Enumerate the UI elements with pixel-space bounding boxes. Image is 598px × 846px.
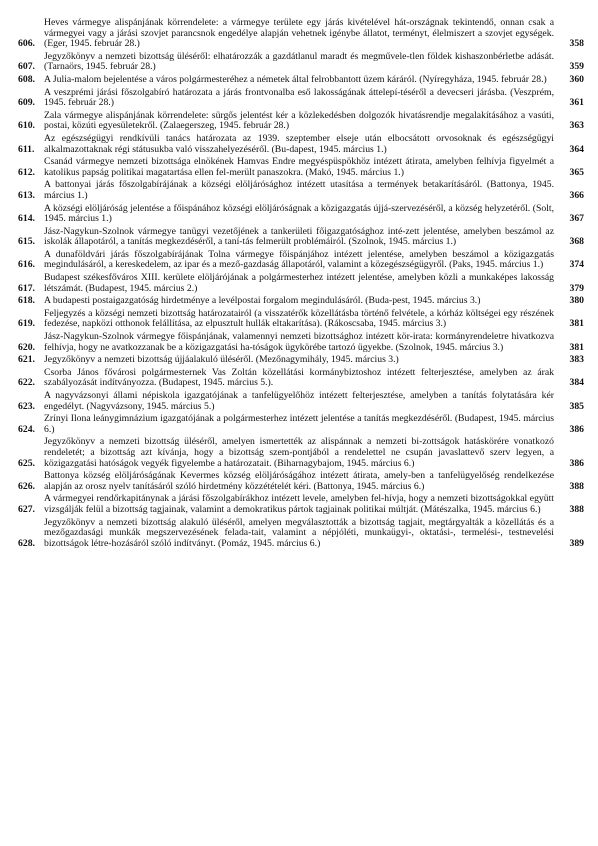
entry-page-number: 374 (569, 259, 584, 271)
entry-number: 627. (18, 503, 35, 515)
entry-page-number: 368 (569, 236, 584, 248)
toc-entry (18, 391, 584, 412)
entry-page-number: 358 (569, 38, 584, 50)
entry-number: 623. (18, 400, 35, 412)
toc-entry (18, 111, 584, 132)
entry-number: 624. (18, 423, 35, 435)
entry-text: Zrínyi Ilona leánygimnázium igazgatójának a polgármesterhez intézett jelentése a tanítás megkezdéséről. (Budapest, 1945. március 6.) (44, 413, 554, 435)
entry-page-number: 380 (569, 295, 584, 307)
entry-number: 616. (18, 259, 35, 271)
entry-text: Feljegyzés a községi nemzeti bizottság határozatairól (a visszatérők közellátásba történő felvétele, a kórház költségei egy részének fedezése, napközi otthonok felállítása, az elpusztult hullák eltakarítása). (Rákoscsaba, 1945. március 3.) (44, 307, 554, 330)
entry-text: A nagyvázsonyi állami népiskola igazgatójának a tanfelügyelőhöz intézett felterjesztése, amelyben a tanítás folytatására kér engedélyt. (Nagyvázsony, 1945. március 5.) (44, 390, 554, 412)
entry-text: A veszprémi járási főszolgabíró határozata a járás frontvonalba eső lakosságának áttelepí-téséről a devecseri járásba. (Veszprém, 1945. február 28.) (44, 86, 554, 109)
toc-entry (18, 227, 584, 248)
entry-text: A budapesti postaigazgatóság hirdetménye a levélpostai forgalom megindulásáról. (Buda-pest, 1945. március 3.) (44, 295, 481, 307)
entry-page-number: 381 (569, 341, 584, 353)
entry-number: 607. (18, 61, 35, 73)
entry-text: A battonyai járás főszolgabírájának a községi elöljárósághoz intézett utasítása a termények betakarításáról. (Battonya, 1945. március 1.) (44, 179, 554, 201)
entry-text: A községi elöljáróság jelentése a főispánához községi elöljáróságnak a közigazgatás újjá-szervezéséről, a község helyzetéről. (Solt, 1945. március 1.) (44, 202, 554, 225)
toc-entry (18, 157, 584, 178)
entry-page-number: 364 (569, 143, 584, 155)
entry-page-number: 389 (569, 537, 584, 549)
entry-page-number: 366 (569, 189, 584, 201)
entry-text: Jász-Nagykun-Szolnok vármegye tanügyi vezetőjének a tankerületi főigazgatósághoz inté-zett jelentése, amelyben beszámol az iskolák állapotáról, a tanítás megkezdéséről, a taní-tás felmerült problémáiról. (Szolnok, 1945. március 1.) (44, 225, 554, 248)
entry-number: 614. (18, 213, 35, 225)
entry-number: 608. (18, 73, 35, 85)
entry-number: 628. (18, 537, 35, 549)
entry-text: A dunaföldvári járás főszolgabírájának Tolna vármegye főispánjához intézett jelentése, amelyben beszámol a közigazgatás megindulásáról, a kereskedelem, az ipar és a mező-gazdaság állapotáról, valamint a közegészségügyről. (Paks, 1945. március 1.) (44, 248, 554, 271)
entry-text: Budapest székesfőváros XIII. kerülete elöljárójának a polgármesterhez intézett jelentése, amelyben közli a munkaképes lakosság létszámát. (Budapest, 1945. március 2.) (44, 272, 554, 294)
entry-page-number: 386 (569, 457, 584, 469)
entry-number: 618. (18, 295, 35, 307)
entry-page-number: 386 (569, 423, 584, 435)
toc-entry (18, 88, 584, 109)
entry-number: 612. (18, 166, 35, 178)
entry-number: 619. (18, 318, 35, 330)
toc-entry (18, 414, 584, 435)
entry-page-number: 361 (569, 97, 584, 109)
toc-entry (18, 296, 584, 307)
toc-entry (18, 368, 584, 389)
entry-text: Jegyzőkönyv a nemzeti bizottság alakuló üléséről, amelyen megválasztották a bizottság tagjait, megtárgyalták a közellátás és a mezőgazdasági munkák megszervezésének felada-tait, valamint a népjóléti, munkaügyi-, oktatási-, termelési-, testnevelési bizottságok létre-hozásáról szóló indítványt. (Pomáz, 1945. március 6.) (44, 516, 554, 549)
entry-page-number: 388 (569, 480, 584, 492)
entry-text: A vármegyei rendőrkapitánynak a járási főszolgabírákhoz intézett levele, amelyben fel-hívja, hogy a nemzeti bizottságokkal együtt vizsgálják felül a bizottság tagjainak, valamint a demokratikus pártok tagjainak politikai múltját. (Mátészalka, 1945. március 6.) (44, 493, 554, 515)
entry-number: 606. (18, 38, 35, 50)
toc-entry (18, 180, 584, 201)
entry-number: 626. (18, 480, 35, 492)
entry-page-number: 388 (569, 503, 584, 515)
entry-page-number: 360 (569, 73, 584, 85)
toc-entry (18, 273, 584, 294)
entry-number: 622. (18, 377, 35, 389)
entry-page-number: 383 (569, 354, 584, 366)
toc-entry (18, 332, 584, 353)
toc-entry (18, 134, 584, 155)
toc-entry (18, 18, 584, 50)
entry-number: 625. (18, 457, 35, 469)
entry-page-number: 379 (569, 282, 584, 294)
entry-number: 611. (18, 143, 35, 155)
entry-text: Jász-Nagykun-Szolnok vármegye főispánjának, valamennyi nemzeti bizottsághoz intézett kör-irata: kormányrendeletre hivatkozva felhívja, hogy ne avatkozzanak be a közigazgatási ha-tóságok ügykörébe tartozó ügyekbe. (Szolnok, 1945. március 3.) (44, 331, 554, 353)
entry-page-number: 365 (569, 166, 584, 178)
entry-text: Csorba János fővárosi polgármesternek Vas Zoltán közellátási kormánybiztoshoz intézett felterjesztése, amelyben az árak szabályozását indítványozza. (Budapest, 1945. március 5.). (44, 366, 554, 389)
entry-text: Az egészségügyi rendkívüli tanács határozata az 1939. szeptember elseje után elbocsátott orvosoknak és egészségügyi alkalmazottaknak régi státusukba való visszahelyezéséről. (Bu-dapest, 1945. március 1.) (44, 132, 554, 155)
entry-number: 610. (18, 120, 35, 132)
entry-text: Jegyzőkönyv a nemzeti bizottság üléséről, amelyen ismertették az alispánnak a nemzeti bi-zottságok hatáskörére vonatkozó rendeletét; a bizottság azt kívánja, hogy a bizottság szem-pontjából a rendelettel ne csupán javaslattevő szerv legyen, a közigazgatási hatóságok vegyék figyelembe a határozatait. (Biharnagybajom, 1945. március 6.) (44, 436, 554, 469)
entry-page-number: 363 (569, 120, 584, 132)
entry-number: 615. (18, 236, 35, 248)
entry-page-number: 367 (569, 213, 584, 225)
entry-text: A Julia-malom bejelentése a város polgármesteréhez a németek által felrobbantott üzem káráról. (Nyíregyháza, 1945. február 28.) (44, 73, 547, 85)
entry-number: 613. (18, 189, 35, 201)
entry-page-number: 381 (569, 318, 584, 330)
entry-text: Battonya község elöljáróságának Kevermes község elöljáróságához intézett átirata, amely-ben a tanfelügyelőség rendelkezése alapján az orosz nyelv tanításáról szóló hirdetmény közzétételét kéri. (Battonya, 1945. március 6.) (44, 470, 554, 492)
toc-entry (18, 52, 584, 73)
toc-entry (18, 518, 584, 550)
entry-page-number: 384 (569, 377, 584, 389)
entry-text: Csanád vármegye nemzeti bizottsága elnökének Hamvas Endre megyéspüspökhöz intézett átirata, amelyben felhívja figyelmét a katolikus papság politikai magatartása ellen fel-merült panaszokra. (Makó, 1945. március 1.) (44, 156, 554, 178)
entry-page-number: 385 (569, 400, 584, 412)
toc-entry (18, 471, 584, 492)
entry-text: Jegyzőkönyv a nemzeti bizottság üléséről: elhatározzák a gazdátlanul maradt és megművele-tlen földek kishaszonbérletbe adását. (Tarnaörs, 1945. február 28.) (44, 50, 554, 73)
toc-entry (18, 204, 584, 225)
toc-entry (18, 437, 584, 469)
entry-number: 620. (18, 341, 35, 353)
toc-entry (18, 494, 584, 515)
toc-entry (18, 309, 584, 330)
toc-entry (18, 250, 584, 271)
toc-entry (18, 75, 584, 86)
entry-page-number: 359 (569, 61, 584, 73)
entry-number: 621. (18, 354, 35, 366)
toc-entry (18, 355, 584, 366)
entry-text: Zala vármegye alispánjának körrendelete: sürgős jelentést kér a közlekedésben dolgozók hivatásrendje megalakításához a vasúti, postai, közúti egyesületekről. (Zalaegerszeg, 1945. február 28.) (44, 109, 554, 132)
entry-text: Heves vármegye alispánjának körrendelete: a vármegye területe egy járás kivételével hát-országnak tekintendő, onnan csak a vármegyei vagy a járási szovjet parancsnok engedélye alapján vehetnek igénybe állatot, terményt, élelmiszert a szovjet egységek. (Eger, 1945. február 28.) (44, 17, 554, 50)
entry-number: 617. (18, 282, 35, 294)
entry-text: Jegyzőkönyv a nemzeti bizottság újjáalakuló üléséről. (Mezőnagymihály, 1945. március 3.) (44, 354, 399, 366)
entry-number: 609. (18, 97, 35, 109)
